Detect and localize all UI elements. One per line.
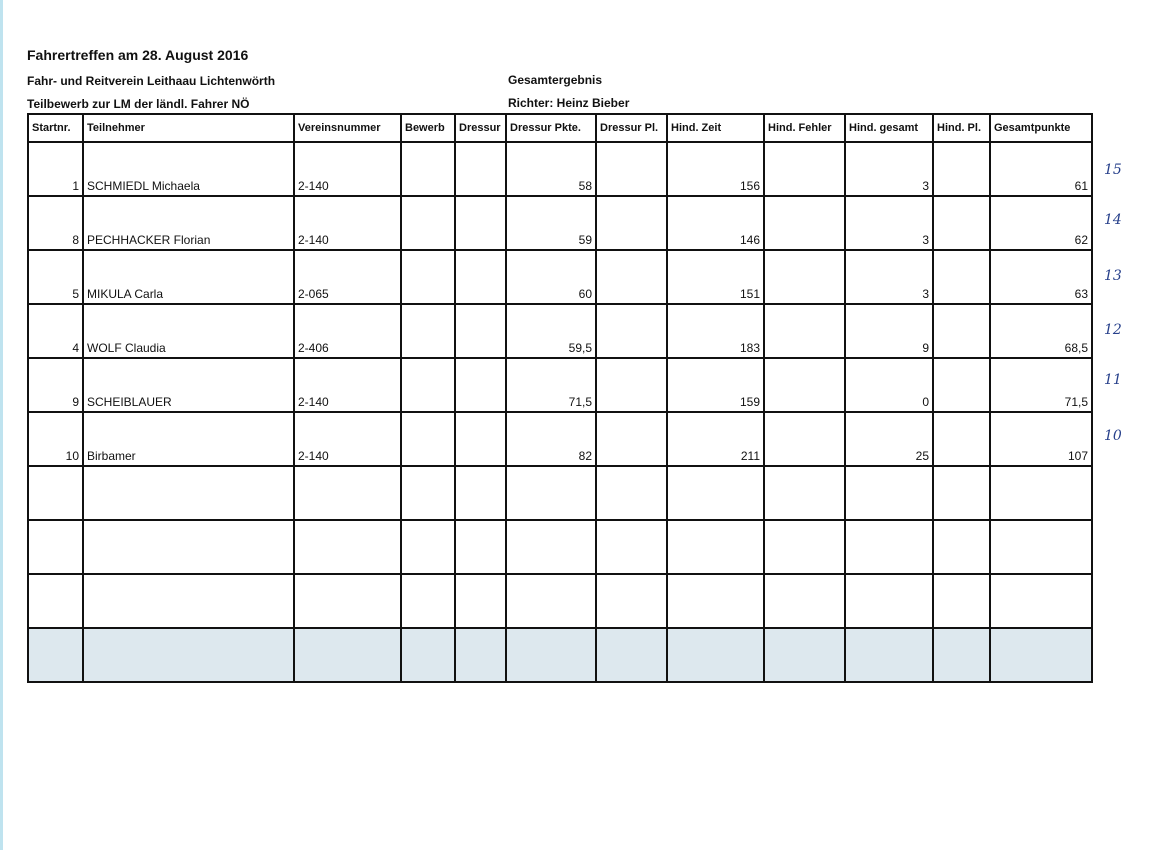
- empty-cell: [764, 466, 845, 520]
- empty-cell: [506, 628, 596, 682]
- cell-dressur-pl: [596, 196, 667, 250]
- cell-hind-zeit: 156: [667, 142, 764, 196]
- empty-cell: [506, 520, 596, 574]
- empty-cell: [455, 466, 506, 520]
- handwritten-rank-note: 12: [1104, 322, 1122, 338]
- cell-hind-fehler: [764, 196, 845, 250]
- empty-cell: [455, 574, 506, 628]
- table-row: [28, 196, 1092, 250]
- col-header-bewerb: Bewerb: [401, 114, 455, 142]
- cell-hind-gesamt: 9: [845, 304, 933, 358]
- cell-hind-pl: [933, 196, 990, 250]
- empty-cell: [845, 574, 933, 628]
- cell-bewerb: [401, 142, 455, 196]
- empty-cell: [764, 520, 845, 574]
- cell-hind-fehler: [764, 250, 845, 304]
- empty-cell: [28, 520, 83, 574]
- cell-hind-zeit: 151: [667, 250, 764, 304]
- cell-dressur-pkte: 59,5: [506, 304, 596, 358]
- empty-cell: [990, 520, 1092, 574]
- empty-cell: [506, 466, 596, 520]
- cell-bewerb: [401, 196, 455, 250]
- empty-cell: [83, 628, 294, 682]
- empty-cell: [294, 574, 401, 628]
- cell-dressur: [455, 142, 506, 196]
- cell-dressur-pkte: 71,5: [506, 358, 596, 412]
- cell-startnr: 1: [28, 142, 83, 196]
- cell-gesamtpunkte: 107: [990, 412, 1092, 466]
- document-title: Fahrertreffen am 28. August 2016: [27, 47, 249, 63]
- empty-cell: [455, 628, 506, 682]
- empty-cell: [83, 574, 294, 628]
- col-header-vereinsnummer: Vereinsnummer: [294, 114, 401, 142]
- cell-teilnehmer: Birbamer: [83, 412, 294, 466]
- cell-vereinsnummer: 2-140: [294, 142, 401, 196]
- cell-dressur-pkte: 82: [506, 412, 596, 466]
- empty-table-row: [28, 466, 1092, 520]
- empty-cell: [845, 628, 933, 682]
- cell-vereinsnummer: 2-406: [294, 304, 401, 358]
- cell-startnr: 10: [28, 412, 83, 466]
- cell-hind-pl: [933, 142, 990, 196]
- cell-hind-fehler: [764, 412, 845, 466]
- cell-dressur: [455, 412, 506, 466]
- empty-cell: [28, 466, 83, 520]
- cell-gesamtpunkte: 63: [990, 250, 1092, 304]
- cell-vereinsnummer: 2-140: [294, 196, 401, 250]
- cell-dressur-pl: [596, 250, 667, 304]
- handwritten-rank-note: 14: [1104, 212, 1122, 228]
- col-header-gesamtpunkte: Gesamtpunkte: [990, 114, 1092, 142]
- col-header-dressur-pkte: Dressur Pkte.: [506, 114, 596, 142]
- cell-dressur: [455, 358, 506, 412]
- empty-cell: [294, 466, 401, 520]
- empty-cell: [667, 520, 764, 574]
- cell-bewerb: [401, 358, 455, 412]
- cell-dressur-pkte: 59: [506, 196, 596, 250]
- empty-cell: [401, 574, 455, 628]
- cell-dressur-pl: [596, 412, 667, 466]
- cell-teilnehmer: WOLF Claudia: [83, 304, 294, 358]
- cell-teilnehmer: SCHMIEDL Michaela: [83, 142, 294, 196]
- cell-dressur-pkte: 58: [506, 142, 596, 196]
- empty-cell: [401, 520, 455, 574]
- cell-teilnehmer: MIKULA Carla: [83, 250, 294, 304]
- cell-hind-fehler: [764, 142, 845, 196]
- cell-hind-zeit: 211: [667, 412, 764, 466]
- empty-cell: [294, 520, 401, 574]
- cell-hind-gesamt: 3: [845, 142, 933, 196]
- cell-bewerb: [401, 250, 455, 304]
- empty-cell: [764, 628, 845, 682]
- col-header-hind-fehler: Hind. Fehler: [764, 114, 845, 142]
- empty-cell: [506, 574, 596, 628]
- table-row: [28, 250, 1092, 304]
- cell-vereinsnummer: 2-140: [294, 412, 401, 466]
- cell-teilnehmer: SCHEIBLAUER: [83, 358, 294, 412]
- empty-cell: [28, 574, 83, 628]
- cell-hind-gesamt: 0: [845, 358, 933, 412]
- cell-hind-gesamt: 3: [845, 196, 933, 250]
- cell-hind-fehler: [764, 358, 845, 412]
- club-name: Fahr- und Reitverein Leithaau Lichtenwörth: [27, 74, 276, 88]
- empty-cell: [667, 466, 764, 520]
- handwritten-rank-note: 10: [1104, 428, 1122, 444]
- cell-dressur: [455, 250, 506, 304]
- empty-cell: [933, 574, 990, 628]
- empty-cell: [667, 574, 764, 628]
- cell-startnr: 4: [28, 304, 83, 358]
- cell-gesamtpunkte: 71,5: [990, 358, 1092, 412]
- scan-edge: [0, 0, 3, 850]
- empty-cell: [933, 628, 990, 682]
- empty-table-row: [28, 520, 1092, 574]
- col-header-hind-pl: Hind. Pl.: [933, 114, 990, 142]
- cell-dressur: [455, 196, 506, 250]
- empty-cell: [455, 520, 506, 574]
- table-header-row: [28, 114, 1092, 142]
- cell-hind-gesamt: 25: [845, 412, 933, 466]
- empty-cell: [83, 520, 294, 574]
- empty-cell: [933, 466, 990, 520]
- empty-table-row: [28, 574, 1092, 628]
- result-label: Gesamtergebnis: [508, 73, 603, 87]
- empty-cell: [28, 628, 83, 682]
- col-header-hind-zeit: Hind. Zeit: [667, 114, 764, 142]
- col-header-teilnehmer: Teilnehmer: [83, 114, 294, 142]
- cell-gesamtpunkte: 62: [990, 196, 1092, 250]
- cell-hind-pl: [933, 358, 990, 412]
- col-header-startnr: Startnr.: [28, 114, 83, 142]
- handwritten-rank-note: 11: [1104, 372, 1122, 388]
- empty-cell: [990, 574, 1092, 628]
- cell-bewerb: [401, 304, 455, 358]
- empty-cell: [596, 628, 667, 682]
- table-row: [28, 304, 1092, 358]
- cell-hind-pl: [933, 412, 990, 466]
- cell-vereinsnummer: 2-065: [294, 250, 401, 304]
- empty-cell: [294, 628, 401, 682]
- empty-table-row: [28, 628, 1092, 682]
- empty-cell: [596, 574, 667, 628]
- cell-startnr: 9: [28, 358, 83, 412]
- cell-gesamtpunkte: 68,5: [990, 304, 1092, 358]
- empty-cell: [401, 628, 455, 682]
- cell-teilnehmer: PECHHACKER Florian: [83, 196, 294, 250]
- empty-cell: [83, 466, 294, 520]
- empty-cell: [990, 466, 1092, 520]
- cell-dressur-pl: [596, 304, 667, 358]
- empty-cell: [845, 520, 933, 574]
- table-row: [28, 412, 1092, 466]
- col-header-dressur: Dressur: [455, 114, 506, 142]
- empty-cell: [596, 520, 667, 574]
- cell-startnr: 5: [28, 250, 83, 304]
- judge-label: Richter: Heinz Bieber: [508, 96, 630, 110]
- results-table: [27, 113, 1093, 683]
- table-row: [28, 358, 1092, 412]
- cell-hind-zeit: 159: [667, 358, 764, 412]
- empty-cell: [990, 628, 1092, 682]
- cell-bewerb: [401, 412, 455, 466]
- empty-cell: [596, 466, 667, 520]
- handwritten-rank-note: 15: [1104, 162, 1122, 178]
- competition-subtitle: Teilbewerb zur LM der ländl. Fahrer NÖ: [27, 97, 250, 111]
- cell-dressur: [455, 304, 506, 358]
- cell-hind-gesamt: 3: [845, 250, 933, 304]
- cell-dressur-pkte: 60: [506, 250, 596, 304]
- empty-cell: [401, 466, 455, 520]
- empty-cell: [845, 466, 933, 520]
- col-header-hind-gesamt: Hind. gesamt: [845, 114, 933, 142]
- cell-startnr: 8: [28, 196, 83, 250]
- cell-gesamtpunkte: 61: [990, 142, 1092, 196]
- cell-hind-fehler: [764, 304, 845, 358]
- empty-cell: [764, 574, 845, 628]
- handwritten-rank-note: 13: [1104, 268, 1122, 284]
- col-header-dressur-pl: Dressur Pl.: [596, 114, 667, 142]
- empty-cell: [667, 628, 764, 682]
- cell-hind-pl: [933, 250, 990, 304]
- cell-dressur-pl: [596, 142, 667, 196]
- cell-dressur-pl: [596, 358, 667, 412]
- empty-cell: [933, 520, 990, 574]
- cell-hind-zeit: 183: [667, 304, 764, 358]
- table-row: [28, 142, 1092, 196]
- cell-hind-pl: [933, 304, 990, 358]
- cell-hind-zeit: 146: [667, 196, 764, 250]
- cell-vereinsnummer: 2-140: [294, 358, 401, 412]
